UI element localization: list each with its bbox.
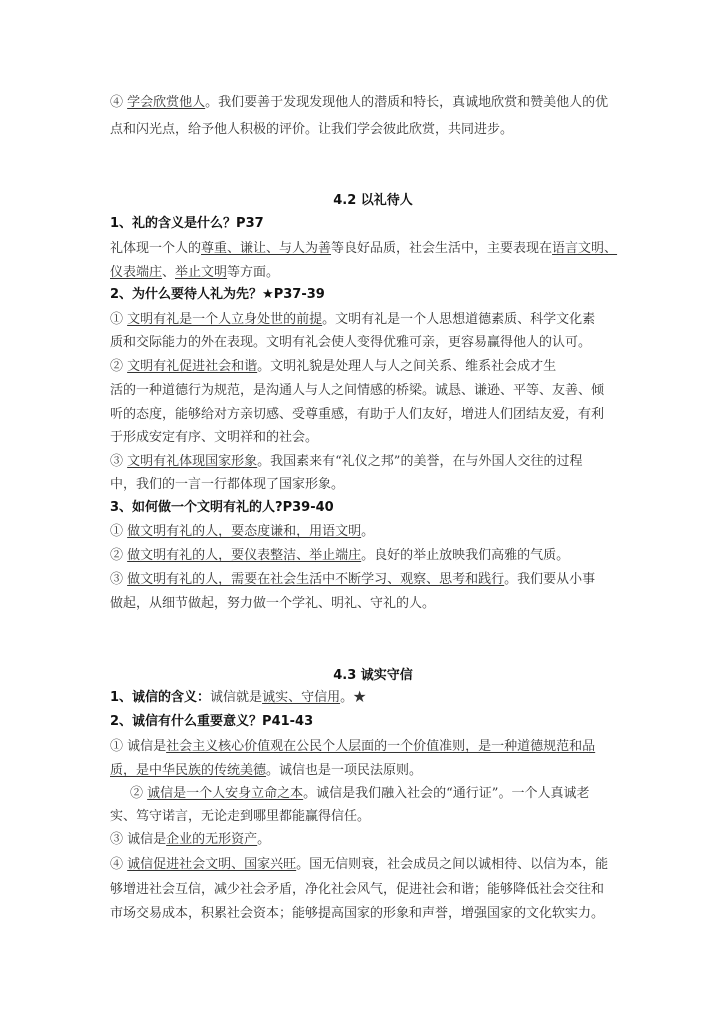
body-text: 诚信是 (127, 832, 167, 847)
body-text: 等方面。 (227, 265, 280, 280)
body-text: 诚信就是 (210, 690, 263, 705)
body-text: 市场交易成本，积累社会资本；能够提高国家的形象和声誉，增强国家的文化软实力。 (110, 906, 605, 921)
body-text: 实、笃守诺言，无论走到哪里都能赢得信任。 (110, 809, 371, 824)
body-text: 做起，从细节做起，努力做一个学礼、明礼、守礼的人。 (110, 596, 436, 611)
body-text: 于形成安定有序、文明祥和的社会。 (110, 430, 319, 445)
answer-2-2-line4 (110, 429, 318, 447)
body-text: 中，我们的一言一行都体现了国家形象。 (110, 477, 345, 492)
answer-2-3-line1 (110, 453, 582, 471)
key-phrase: 做文明有礼的人，需要在社会生活中不断学习、观察、思考和践行 (127, 572, 505, 587)
body-text: 够增进社会互信，减少社会矛盾，净化社会风气，促进社会和谐；能够降低社会交往和 (110, 882, 605, 897)
body-text: 活的一种道德行为规范，是沟通人与人之间情感的桥梁。诚恳、谦逊、平等、友善、倾 (110, 383, 605, 398)
body-text: 礼体现一个人的 (110, 241, 202, 256)
answer-3-1 (110, 523, 374, 541)
section-title-4-3: 4.3 诚实守信 (333, 668, 413, 683)
body-text: 。文明礼貌是处理人与人之间关系、维系社会成才生 (257, 359, 557, 374)
body-text: 。我国素来有“礼仪之邦”的美誉，在与外国人交往的过程 (257, 454, 583, 469)
key-phrase: 诚信是一个人安身立命之本 (147, 786, 304, 801)
body-text: 。 (361, 524, 375, 539)
answer-1-line1 (110, 240, 617, 258)
answer-2-2-line3 (110, 406, 604, 424)
key-phrase: 做文明有礼的人，要态度谦和，用语文明 (127, 524, 362, 539)
answer-2-1-line1 (110, 311, 595, 329)
item-number: ② (110, 359, 128, 374)
key-phrase: 尊重、谦让、与人为善 (201, 241, 332, 256)
item-number: ① (110, 524, 128, 539)
item-number: ① (110, 312, 128, 327)
para-appreciate-line1 (110, 94, 608, 112)
key-phrase: 语言文明、 (552, 241, 618, 256)
key-phrase: 企业的无形资产 (166, 832, 258, 847)
key-phrase: 诚信促进社会文明、国家兴旺 (127, 857, 297, 872)
item-number: ④ (110, 95, 128, 110)
integrity-1-line2 (110, 762, 422, 780)
para-appreciate-line2 (110, 121, 513, 139)
item-number: ③ (110, 572, 128, 587)
body-text: 等良好品质，社会生活中，主要表现在 (331, 241, 553, 256)
question-label: 1、诚信的含义： (110, 690, 211, 705)
question-2-why-courtesy: 2、为什么要待人礼为先？★P37-39 (110, 287, 325, 302)
body-text: 。我们要从小事 (504, 572, 596, 587)
body-text: 点和闪光点，给予他人积极的评价。让我们学会彼此欣赏，共同进步。 (110, 122, 514, 137)
key-phrase: 做文明有礼的人，要仪表整洁、举止端庄 (127, 548, 362, 563)
question-2-importance-of-integrity: 2、诚信有什么重要意义？P41-43 (110, 714, 314, 729)
body-text: 。★ (340, 690, 367, 705)
body-text: 诚信是 (127, 739, 167, 754)
key-phrase: 学会欣赏他人 (127, 95, 206, 110)
integrity-4-line1 (110, 856, 608, 874)
key-phrase: 质，是中华民族的传统美德 (110, 763, 267, 778)
body-text: 、 (162, 265, 176, 280)
integrity-4-line2 (110, 881, 604, 899)
body-text: 。良好的举止放映我们高雅的气质。 (361, 548, 570, 563)
answer-3-2 (110, 547, 569, 565)
answer-2-3-line2 (110, 476, 344, 494)
item-number: ③ (110, 454, 128, 469)
answer-3-3-line2 (110, 595, 435, 613)
body-text: 。诚信是我们融入社会的“通行证”。一个人真诚老 (303, 786, 590, 801)
question-1-meaning-of-integrity (110, 689, 366, 707)
item-number: ④ (110, 857, 128, 872)
body-text: 。国无信则衰，社会成员之间以诚相待、以信为本，能 (296, 857, 609, 872)
body-text: 。诚信也是一项民法原则。 (266, 763, 423, 778)
body-text: 。文明有礼是一个人思想道德素质、科学文化素 (322, 312, 596, 327)
key-phrase: 诚实、守信用 (262, 690, 341, 705)
answer-3-3-line1 (110, 571, 595, 589)
answer-2-2-line1 (110, 358, 556, 376)
answer-1-line2 (110, 264, 279, 282)
integrity-2-line1 (130, 785, 589, 803)
body-text: 质和交际能力的外在表现。文明有礼会使人变得优雅可亲，更容易赢得他人的认可。 (110, 335, 592, 350)
integrity-1-line1 (110, 738, 595, 756)
item-number: ② (110, 548, 128, 563)
key-phrase: 仪表端庄 (110, 265, 163, 280)
integrity-4-line3 (110, 905, 604, 923)
key-phrase: 文明有礼体现国家形象 (127, 454, 258, 469)
integrity-2-line2 (110, 808, 370, 826)
question-1-meaning-of-li: 1、礼的含义是什么？P37 (110, 216, 264, 231)
key-phrase: 文明有礼是一个人立身处世的前提 (127, 312, 323, 327)
integrity-3 (110, 831, 270, 849)
key-phrase: 举止文明 (175, 265, 228, 280)
body-text: 。 (257, 832, 271, 847)
item-number: ① (110, 739, 128, 754)
section-title-4-2: 4.2 以礼待人 (333, 193, 413, 208)
question-3-how-to-be-courteous: 3、如何做一个文明有礼的人?P39-40 (110, 500, 334, 515)
item-number: ② (130, 786, 148, 801)
item-number: ③ (110, 832, 128, 847)
body-text: 听的态度，能够给对方亲切感、受尊重感，有助于人们友好，增进人们团结友爱，有利 (110, 407, 605, 422)
key-phrase: 社会主义核心价值观在公民个人层面的一个价值准则，是一种道德规范和品 (166, 739, 596, 754)
key-phrase: 文明有礼促进社会和谐 (127, 359, 258, 374)
answer-2-1-line2 (110, 334, 591, 352)
answer-2-2-line2 (110, 382, 604, 400)
body-text: 。我们要善于发现发现他人的潜质和特长，真诚地欣赏和赞美他人的优 (205, 95, 609, 110)
